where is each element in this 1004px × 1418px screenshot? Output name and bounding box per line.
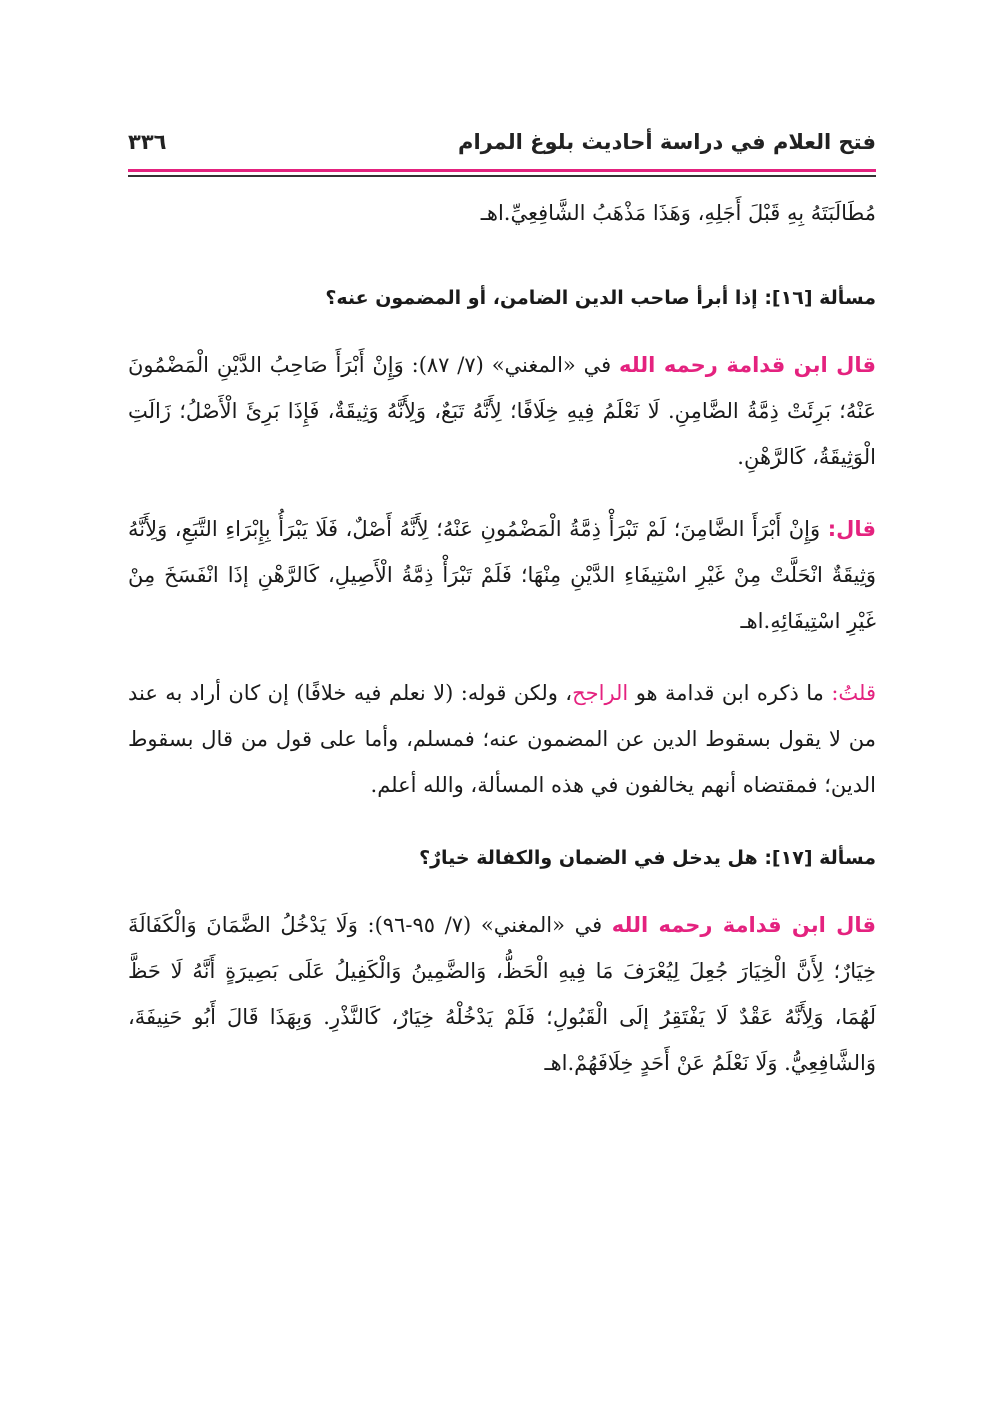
comment-text-after: ، ولكن قوله: (لا نعلم فيه خلافًا) إن كان أراد به عند من لا يقول بسقوط الدين عن المضمون عنه؛ فمسلم، وأما على قول من قال بسقوط الدين؛ فمقتضاه أنهم يخالفون في هذه المسألة، والله أعلم. bbox=[128, 681, 876, 797]
header-rule-accent bbox=[128, 169, 876, 172]
book-title: فتح العلام في دراسة أحاديث بلوغ المرام bbox=[458, 130, 876, 154]
header-rule-dark bbox=[128, 175, 876, 177]
quote-text: وَإِنْ أَبْرَأَ الضَّامِنَ؛ لَمْ تَبْرَأْ ذِمَّةُ الْمَضْمُونِ عَنْهُ؛ لِأَنَّهُ أَصْلٌ، فَلَا يَبْرَأُ بِإِبْرَاءِ التَّبَعِ، وَلِأَنَّهُ وَثِيقَةٌ انْحَلَّتْ مِنْ غَيْرِ اسْتِيفَاءِ الدَّيْنِ مِنْهَا؛ فَلَمْ تَبْرَأْ ذِمَّةُ الْأَصِيلِ، كَالرَّهْنِ إذَا انْفَسَخَ مِنْ غَيْرِ اسْتِيفَائِهِ.اهـ bbox=[128, 517, 876, 633]
quote-text: في «المغني» (٧/ ٨٧): وَإِنْ أَبْرَأَ صَاحِبُ الدَّيْنِ الْمَضْمُونَ عَنْهُ؛ بَرِئَتْ ذِمَّةُ الضَّامِنِ. لَا نَعْلَمُ فِيهِ خِلَافًا؛ لِأَنَّهُ تَبَعٌ، وَلِأَنَّهُ وَثِيقَةٌ، فَإِذَا بَرِئَ الْأَصْلُ؛ زَالَتِ الْوَثِيقَةُ، كَالرَّهْنِ. bbox=[128, 353, 876, 469]
question-label: مسألة [١٧]: bbox=[764, 847, 876, 869]
comment-lead: قلتُ: bbox=[831, 681, 876, 705]
running-header bbox=[128, 126, 876, 166]
author-comment-paragraph bbox=[128, 670, 876, 808]
question-heading-17 bbox=[128, 838, 876, 878]
comment-text-before: ما ذكره ابن قدامة هو bbox=[628, 681, 832, 705]
paragraph-continuation bbox=[128, 190, 876, 236]
quote-attribution: قال: bbox=[827, 517, 876, 541]
question-text: إذا أبرأ صاحب الدين الضامن، أو المضمون عنه؟ bbox=[325, 287, 765, 309]
quote-attribution: قال ابن قدامة رحمه الله bbox=[618, 353, 876, 377]
quote-attribution: قال ابن قدامة رحمه الله bbox=[611, 913, 876, 937]
comment-highlight: الراجح bbox=[572, 681, 629, 705]
quote-text: في «المغني» (٧/ ٩٥-٩٦): وَلَا يَدْخُلُ الضَّمَانَ وَالْكَفَالَةَ خِيَارٌ؛ لِأَنَّ الْخِيَارَ جُعِلَ لِيُعْرَفَ مَا فِيهِ الْحَظُّ، وَالضَّمِينُ وَالْكَفِيلُ عَلَى بَصِيرَةٍ أَنَّهُ لَا حَظَّ لَهُمَا، وَلِأَنَّهُ عَقْدٌ لَا يَفْتَقِرُ إلَى الْقَبُولِ؛ فَلَمْ يَدْخُلْهُ خِيَارٌ، كَالنَّذْرِ. وَبِهَذَا قَالَ أَبُو حَنِيفَةَ، وَالشَّافِعِيُّ. وَلَا نَعْلَمُ عَنْ أَحَدٍ خِلَافَهُمْ.اهـ bbox=[128, 913, 876, 1075]
quote-paragraph-continued bbox=[128, 506, 876, 644]
question-text: هل يدخل في الضمان والكفالة خيارٌ؟ bbox=[419, 847, 765, 869]
page-number: ٣٣٦ bbox=[128, 130, 167, 154]
question-heading-16 bbox=[128, 278, 876, 318]
question-label: مسألة [١٦]: bbox=[764, 287, 876, 309]
quote-paragraph-ibn-qudama-1 bbox=[128, 342, 876, 480]
quote-paragraph-ibn-qudama-2 bbox=[128, 902, 876, 1086]
page-body bbox=[128, 188, 876, 1086]
paragraph-text: مُطَالَبَتَهُ بِهِ قَبْلَ أَجَلِهِ، وَهَذَا مَذْهَبُ الشَّافِعِيِّ.اهـ bbox=[480, 201, 876, 225]
